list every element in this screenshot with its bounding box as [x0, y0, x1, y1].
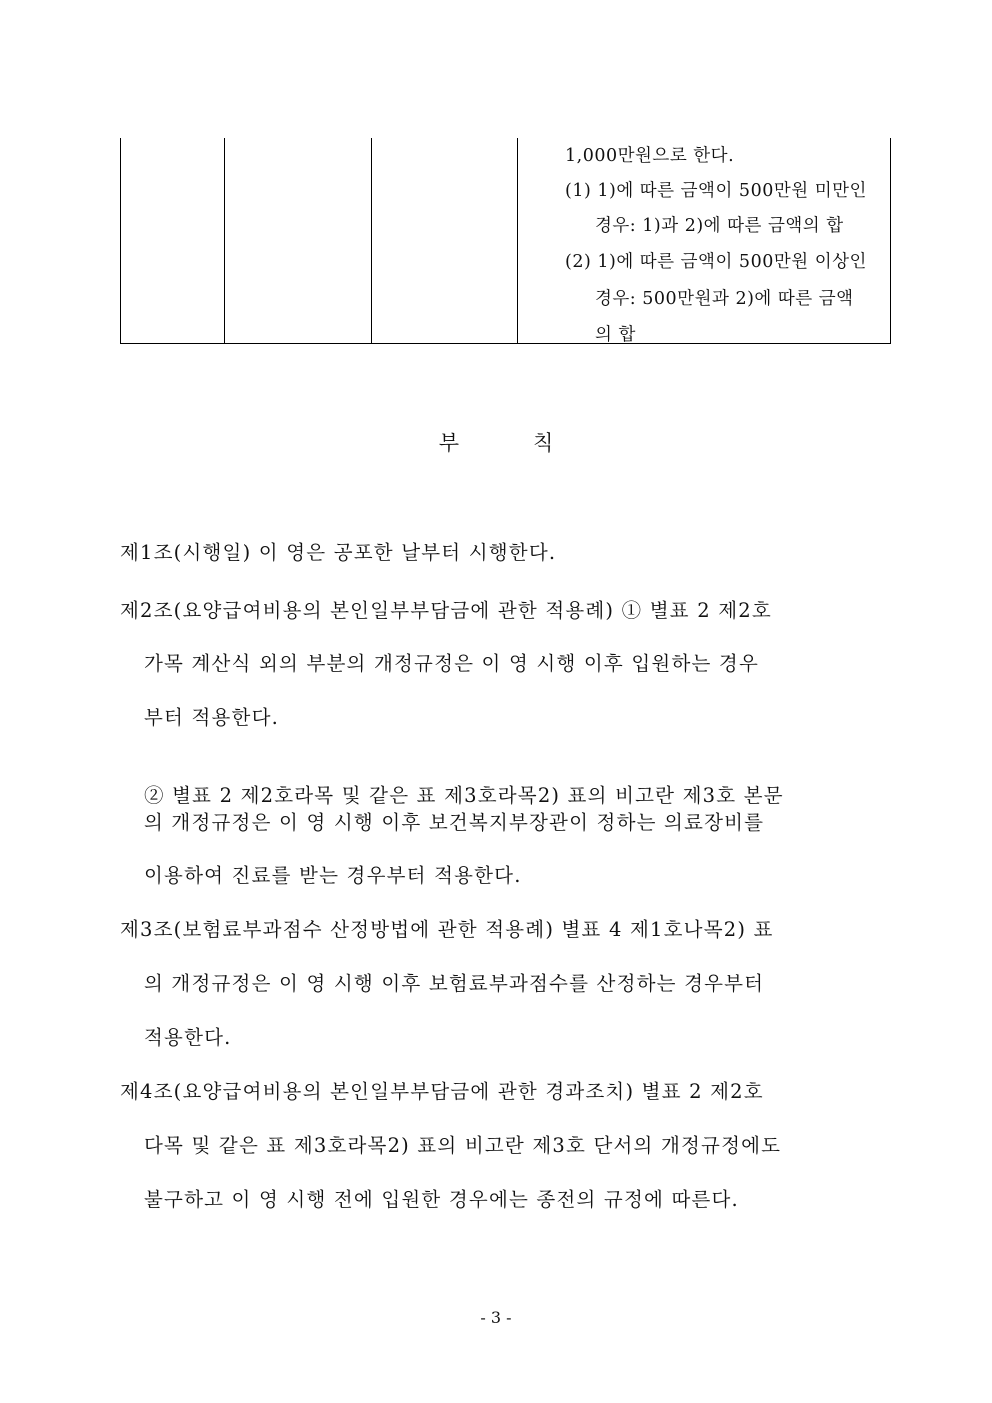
article-line: 의 개정규정은 이 영 시행 이후 보건복지부장관이 정하는 의료장비를 [144, 811, 765, 834]
article-line: 불구하고 이 영 시행 전에 입원한 경우에는 종전의 규정에 따른다. [144, 1188, 739, 1211]
article-line: 부터 적용한다. [144, 706, 280, 729]
article-line: 의 개정규정은 이 영 시행 이후 보험료부과점수를 산정하는 경우부터 [144, 972, 765, 995]
table-cell-line: (1) 1)에 따른 금액이 500만원 미만인 [565, 181, 867, 201]
table-cell-line: 의 합 [595, 325, 636, 345]
table-column-divider [224, 138, 225, 343]
table-fragment [120, 138, 891, 344]
table-border-left [120, 138, 121, 343]
article-line: 다목 및 같은 표 제3호라목2) 표의 비고란 제3호 단서의 개정규정에도 [144, 1134, 782, 1157]
table-cell-line: 경우: 1)과 2)에 따른 금액의 합 [595, 216, 844, 236]
article-line: 이용하여 진료를 받는 경우부터 적용한다. [144, 864, 522, 887]
heading-char: 부 [438, 431, 459, 455]
article-line: 가목 계산식 외의 부분의 개정규정은 이 영 시행 이후 입원하는 경우 [144, 652, 759, 675]
article-line: 제3조(보험료부과점수 산정방법에 관한 적용례) 별표 4 제1호나목2) 표 [120, 918, 774, 941]
article-line: 제1조(시행일) 이 영은 공포한 날부터 시행한다. [120, 541, 557, 564]
article-line: ② 별표 2 제2호라목 및 같은 표 제3호라목2) 표의 비고란 제3호 본문 [144, 784, 784, 807]
table-cell-line: 1,000만원으로 한다. [565, 146, 735, 166]
page-number: - 3 - [480, 1308, 512, 1327]
table-border-right [890, 138, 891, 343]
table-cell-line: 경우: 500만원과 2)에 따른 금액 [595, 289, 854, 309]
table-column-divider [371, 138, 372, 343]
table-column-divider [517, 138, 518, 343]
article-line: 제4조(요양급여비용의 본인일부부담금에 관한 경과조치) 별표 2 제2호 [120, 1080, 764, 1103]
article-line: 제2조(요양급여비용의 본인일부부담금에 관한 적용례) ① 별표 2 제2호 [120, 599, 772, 622]
heading-char: 칙 [533, 431, 554, 455]
article-line: 적용한다. [144, 1026, 232, 1049]
addendum-heading [0, 427, 992, 457]
table-cell-line: (2) 1)에 따른 금액이 500만원 이상인 [565, 252, 867, 272]
